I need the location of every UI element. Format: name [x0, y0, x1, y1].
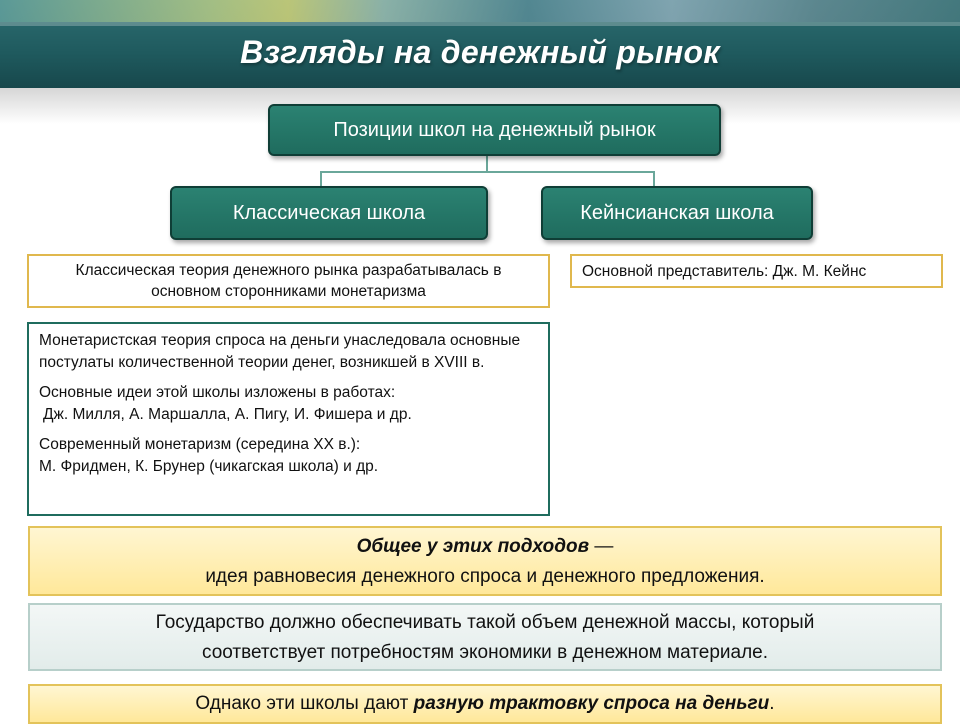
- classical-note: [27, 254, 550, 308]
- keynesian-school-label: Кейнсианская школа: [580, 201, 774, 224]
- connector-vertical-root: [486, 156, 488, 172]
- keynesian-note-text: Основной представитель: Дж. М. Кейнс: [582, 262, 867, 280]
- monetarism-paragraph-3-line-2: М. Фридмен, К. Брунер (чикагская школа) и др.: [39, 458, 379, 475]
- monetarism-paragraph-1: Монетариcтская теория спроса на деньги унаследовала основные постулаты количественной теории денег, возникшей в XVIII в.: [39, 332, 521, 371]
- monetarism-paragraph-3-line-1: Современный монетаризм (середина XX в.):: [39, 436, 361, 453]
- root-box: [268, 104, 721, 156]
- monetarism-box: [27, 322, 550, 516]
- monetarism-paragraph-2: [39, 382, 538, 426]
- difference-band: [28, 684, 942, 724]
- header-decoration-line: [0, 22, 960, 26]
- classical-note-text: Классическая теория денежного рынка разрабатывалась в основном сторонниками монетаризма: [75, 262, 502, 300]
- common-band: [28, 526, 942, 596]
- classical-school-label: Классическая школа: [232, 201, 426, 224]
- monetarism-paragraph-2-line-2: Дж. Милля, А. Маршалла, А. Пигу, И. Фишера и др.: [43, 406, 412, 423]
- header-decoration: [0, 0, 960, 22]
- difference-band-prefix: Однако эти школы дают: [195, 693, 414, 714]
- connector-right: [653, 171, 655, 187]
- classical-school-box: [170, 186, 488, 240]
- keynesian-school-box: [541, 186, 813, 240]
- root-box-label: Позиции школ на денежный рынок: [333, 118, 656, 141]
- common-band-bold: Общее у этих подходов: [356, 536, 590, 557]
- keynesian-note: [570, 254, 943, 288]
- monetarism-paragraph-2-line-1: Основные идеи этой школы изложены в работах:: [39, 384, 396, 401]
- state-band: [28, 603, 942, 671]
- state-band-line-1: Государство должно обеспечивать такой объем денежной массы, который: [155, 612, 815, 633]
- connector-left: [320, 171, 322, 187]
- state-band-line-2: соответствует потребностям экономики в денежном материале.: [201, 642, 768, 663]
- slide-title: Взгляды на денежный рынок: [240, 34, 720, 70]
- common-band-line-1: [30, 532, 940, 562]
- connector-horizontal: [320, 171, 655, 173]
- difference-band-suffix: .: [769, 693, 775, 714]
- monetarism-paragraph-3: [39, 434, 538, 478]
- common-band-line-2: идея равновесия денежного спроса и денежного предложения.: [205, 566, 765, 587]
- difference-band-bold: разную трактовку спроса на деньги: [413, 693, 770, 714]
- common-band-dash: —: [589, 536, 614, 557]
